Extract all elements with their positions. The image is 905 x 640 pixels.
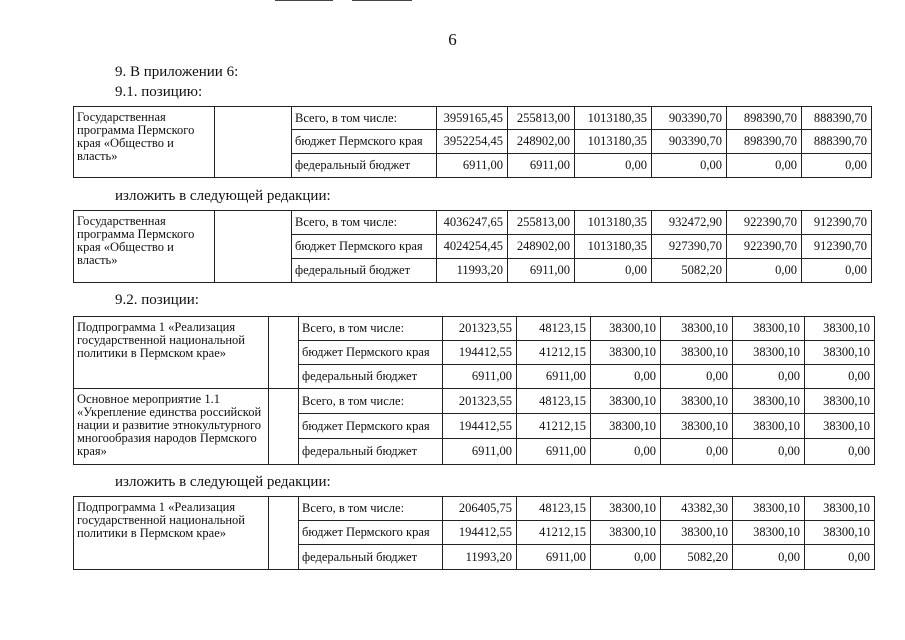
value-cell: 38300,10 <box>805 414 875 439</box>
empty-cell <box>269 389 299 465</box>
value-cell: 38300,10 <box>661 317 733 341</box>
empty-cell <box>215 107 292 178</box>
value-cell: 255813,00 <box>508 211 575 235</box>
value-cell: 6911,00 <box>517 439 591 465</box>
value-cell: 4036247,65 <box>437 211 508 235</box>
value-cell: 0,00 <box>727 259 802 283</box>
value-cell: 11993,20 <box>437 259 508 283</box>
value-cell: 38300,10 <box>661 389 733 414</box>
value-cell: 0,00 <box>591 365 661 389</box>
row-label: бюджет Пермского края <box>299 341 443 365</box>
subprogram-name: Подпрограмма 1 «Реализация государственной национальной политики в Пермском крае» <box>74 497 269 570</box>
value-cell: 0,00 <box>802 154 872 178</box>
value-cell: 38300,10 <box>733 389 805 414</box>
table-9-1-revised <box>73 210 872 283</box>
value-cell: 38300,10 <box>805 389 875 414</box>
value-cell: 1013180,35 <box>575 130 652 154</box>
value-cell: 6911,00 <box>443 365 517 389</box>
row-label: бюджет Пермского края <box>292 130 437 154</box>
row-label: федеральный бюджет <box>299 545 443 570</box>
subsection-heading-9-1: 9.1. позицию: <box>115 84 203 100</box>
value-cell: 1013180,35 <box>575 235 652 259</box>
value-cell: 0,00 <box>733 365 805 389</box>
program-name: Государственная программа Пермского края «Общество и власть» <box>74 107 215 178</box>
subsection-heading-9-2: 9.2. позиции: <box>115 292 199 308</box>
subprogram-name: Подпрограмма 1 «Реализация государственной национальной политики в Пермском крае» <box>74 317 269 389</box>
table-9-2-revised <box>73 496 875 570</box>
table-9-2-original <box>73 316 875 465</box>
value-cell: 194412,55 <box>443 341 517 365</box>
value-cell: 898390,70 <box>727 130 802 154</box>
value-cell: 903390,70 <box>652 130 727 154</box>
row-label: федеральный бюджет <box>292 154 437 178</box>
row-label: Всего, в том числе: <box>299 389 443 414</box>
value-cell: 0,00 <box>652 154 727 178</box>
value-cell: 38300,10 <box>805 317 875 341</box>
activity-name: Основное мероприятие 1.1 «Укрепление единства российской нации и развитие этнокультурного многообразия народов Пермского края» <box>74 389 269 465</box>
value-cell: 927390,70 <box>652 235 727 259</box>
value-cell: 0,00 <box>591 545 661 570</box>
value-cell: 38300,10 <box>591 521 661 545</box>
value-cell: 201323,55 <box>443 317 517 341</box>
value-cell: 194412,55 <box>443 521 517 545</box>
value-cell: 38300,10 <box>733 341 805 365</box>
value-cell: 6911,00 <box>508 259 575 283</box>
edit-phrase-1: изложить в следующей редакции: <box>115 188 331 204</box>
value-cell: 0,00 <box>733 545 805 570</box>
value-cell: 0,00 <box>727 154 802 178</box>
value-cell: 0,00 <box>575 154 652 178</box>
empty-cell <box>215 211 292 283</box>
value-cell: 912390,70 <box>802 235 872 259</box>
value-cell: 38300,10 <box>591 389 661 414</box>
row-label: Всего, в том числе: <box>299 497 443 521</box>
value-cell: 5082,20 <box>652 259 727 283</box>
value-cell: 48123,15 <box>517 317 591 341</box>
value-cell: 6911,00 <box>517 545 591 570</box>
value-cell: 38300,10 <box>805 497 875 521</box>
value-cell: 0,00 <box>733 439 805 465</box>
value-cell: 0,00 <box>575 259 652 283</box>
value-cell: 3959165,45 <box>437 107 508 130</box>
value-cell: 932472,90 <box>652 211 727 235</box>
edit-phrase-2: изложить в следующей редакции: <box>115 474 331 490</box>
table-9-1-original <box>73 106 872 178</box>
value-cell: 41212,15 <box>517 341 591 365</box>
value-cell: 1013180,35 <box>575 211 652 235</box>
row-label: федеральный бюджет <box>299 365 443 389</box>
value-cell: 38300,10 <box>733 521 805 545</box>
table-row <box>74 317 875 341</box>
value-cell: 38300,10 <box>733 414 805 439</box>
value-cell: 48123,15 <box>517 497 591 521</box>
value-cell: 248902,00 <box>508 130 575 154</box>
value-cell: 43382,30 <box>661 497 733 521</box>
value-cell: 888390,70 <box>802 107 872 130</box>
value-cell: 912390,70 <box>802 211 872 235</box>
value-cell: 38300,10 <box>591 414 661 439</box>
value-cell: 0,00 <box>805 545 875 570</box>
value-cell: 48123,15 <box>517 389 591 414</box>
value-cell: 0,00 <box>661 439 733 465</box>
empty-cell <box>269 497 299 570</box>
value-cell: 248902,00 <box>508 235 575 259</box>
top-rule-right <box>352 0 412 1</box>
row-label: Всего, в том числе: <box>292 107 437 130</box>
value-cell: 0,00 <box>591 439 661 465</box>
value-cell: 38300,10 <box>805 341 875 365</box>
page-number: 6 <box>448 30 457 49</box>
top-rule-left <box>275 0 333 1</box>
value-cell: 38300,10 <box>591 317 661 341</box>
table-row <box>74 497 875 521</box>
program-name: Государственная программа Пермского края «Общество и власть» <box>74 211 215 283</box>
value-cell: 41212,15 <box>517 521 591 545</box>
value-cell: 888390,70 <box>802 130 872 154</box>
table-row <box>74 107 872 130</box>
row-label: бюджет Пермского края <box>299 521 443 545</box>
row-label: Всего, в том числе: <box>299 317 443 341</box>
value-cell: 38300,10 <box>591 341 661 365</box>
value-cell: 38300,10 <box>591 497 661 521</box>
value-cell: 4024254,45 <box>437 235 508 259</box>
section-heading: 9. В приложении 6: <box>115 64 239 80</box>
value-cell: 38300,10 <box>805 521 875 545</box>
value-cell: 38300,10 <box>661 341 733 365</box>
value-cell: 11993,20 <box>443 545 517 570</box>
value-cell: 6911,00 <box>437 154 508 178</box>
value-cell: 1013180,35 <box>575 107 652 130</box>
value-cell: 38300,10 <box>733 497 805 521</box>
value-cell: 38300,10 <box>733 317 805 341</box>
row-label: бюджет Пермского края <box>292 235 437 259</box>
row-label: федеральный бюджет <box>292 259 437 283</box>
value-cell: 38300,10 <box>661 521 733 545</box>
value-cell: 0,00 <box>805 365 875 389</box>
value-cell: 922390,70 <box>727 235 802 259</box>
value-cell: 6911,00 <box>443 439 517 465</box>
value-cell: 6911,00 <box>517 365 591 389</box>
table-row <box>74 211 872 235</box>
value-cell: 201323,55 <box>443 389 517 414</box>
value-cell: 255813,00 <box>508 107 575 130</box>
value-cell: 194412,55 <box>443 414 517 439</box>
value-cell: 206405,75 <box>443 497 517 521</box>
value-cell: 3952254,45 <box>437 130 508 154</box>
row-label: бюджет Пермского края <box>299 414 443 439</box>
value-cell: 38300,10 <box>661 414 733 439</box>
value-cell: 0,00 <box>802 259 872 283</box>
value-cell: 41212,15 <box>517 414 591 439</box>
row-label: Всего, в том числе: <box>292 211 437 235</box>
value-cell: 5082,20 <box>661 545 733 570</box>
value-cell: 922390,70 <box>727 211 802 235</box>
value-cell: 898390,70 <box>727 107 802 130</box>
row-label: федеральный бюджет <box>299 439 443 465</box>
value-cell: 6911,00 <box>508 154 575 178</box>
value-cell: 903390,70 <box>652 107 727 130</box>
value-cell: 0,00 <box>805 439 875 465</box>
empty-cell <box>269 317 299 389</box>
value-cell: 0,00 <box>661 365 733 389</box>
table-row <box>74 389 875 414</box>
